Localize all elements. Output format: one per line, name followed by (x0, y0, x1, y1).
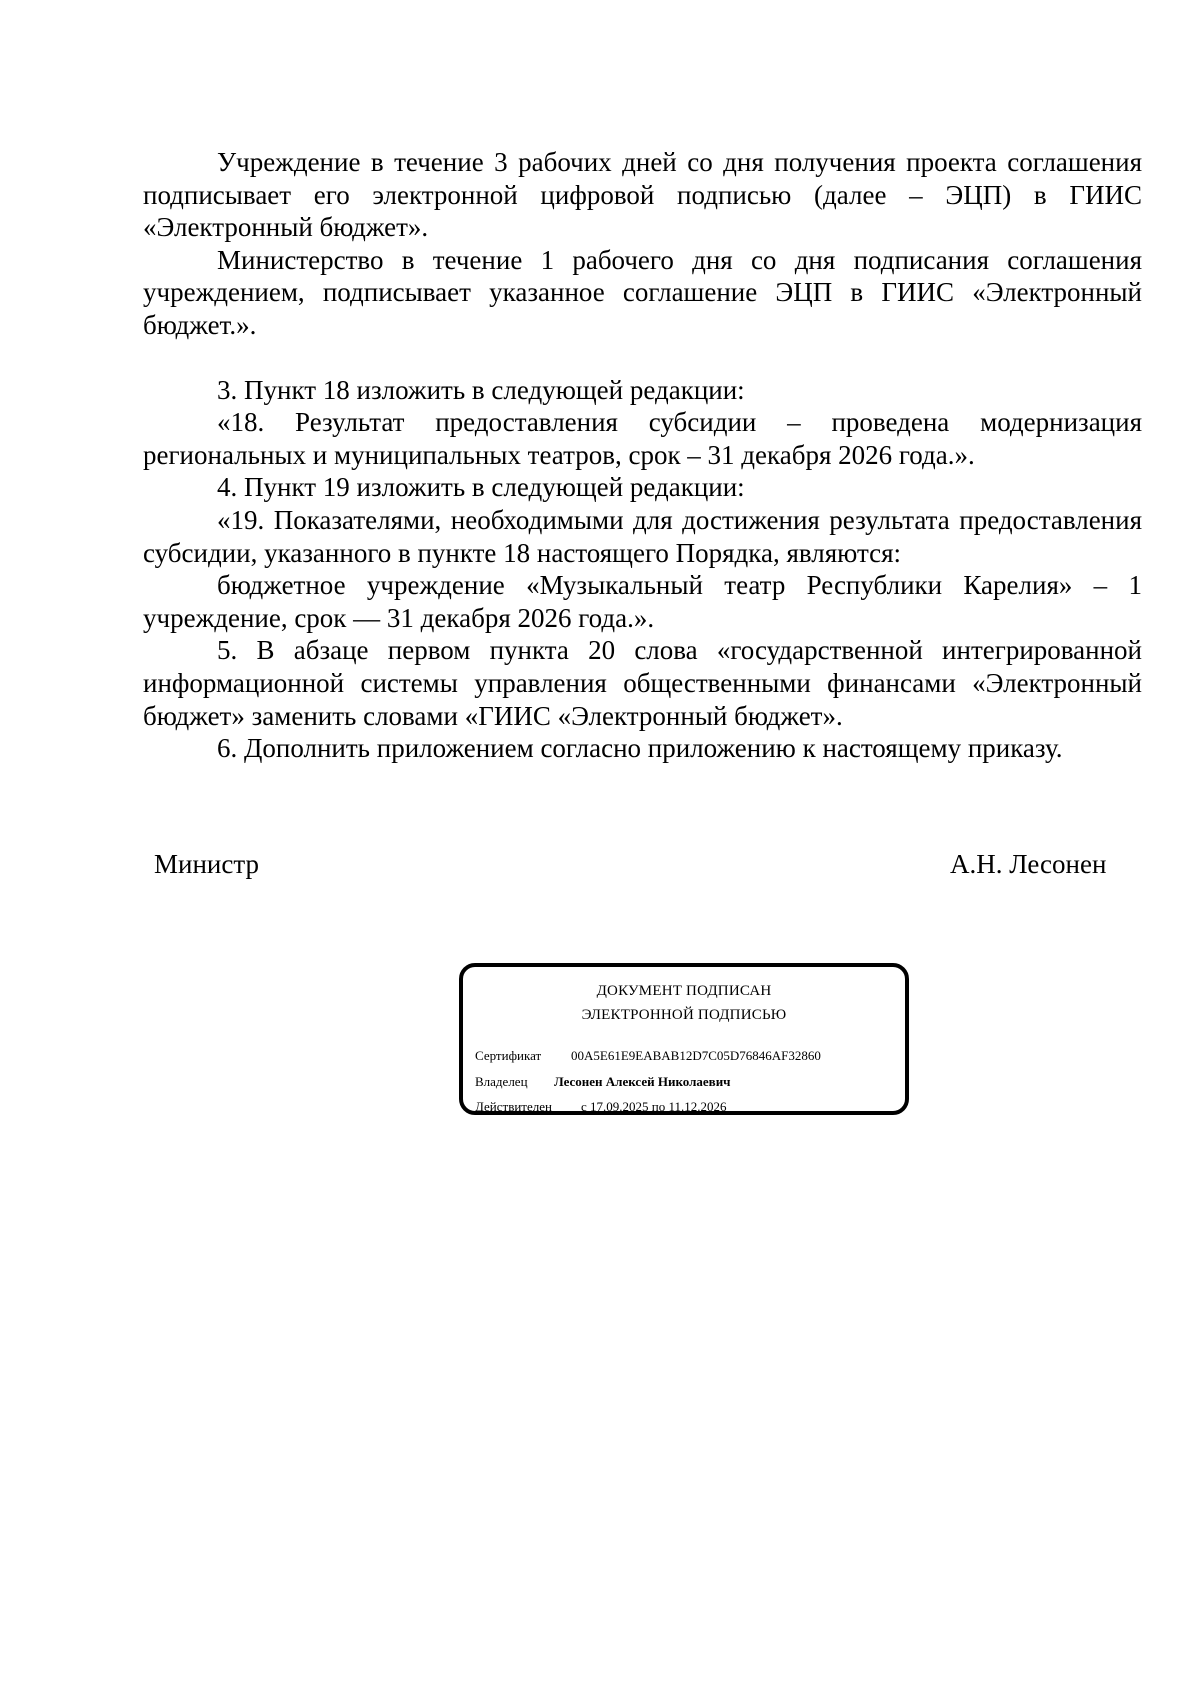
electronic-signature-stamp (459, 963, 909, 1115)
owner-label: Владелец (475, 1074, 528, 1089)
document-body (143, 146, 1142, 765)
certificate-value: 00A5E61E9EABAB12D7C05D76846AF32860 (571, 1048, 821, 1063)
stamp-certificate-row (475, 1048, 821, 1064)
validity-value: с 17.09.2025 по 11.12.2026 (581, 1099, 727, 1114)
certificate-label: Сертификат (475, 1048, 542, 1063)
paragraph-item-4: 4. Пункт 19 изложить в следующей редакции: (217, 472, 745, 503)
paragraph-ministry-signing: Министерство в течение 1 рабочего дня со дня подписания соглашения учреждением, подписывает указанное соглашение ЭЦП в ГИИС «Электронный бюджет.». (143, 244, 1142, 340)
stamp-heading (463, 979, 905, 1027)
paragraph-indicator: бюджетное учреждение «Музыкальный театр Республики Карелия» – 1 учреждение, срок — 31 декабря 2026 года.». (143, 570, 1142, 633)
paragraph-institution-signing: Учреждение в течение 3 рабочих дней со дня получения проекта соглашения подписывает его электронной цифровой подписью (далее – ЭЦП) в ГИИС «Электронный бюджет». (143, 147, 1142, 243)
stamp-heading-line-1: ДОКУМЕНТ ПОДПИСАН (596, 983, 772, 999)
signatory-name: А.Н. Лесонен (950, 849, 1107, 879)
stamp-validity-row (475, 1099, 727, 1115)
paragraph-item-3: 3. Пункт 18 изложить в следующей редакции: (217, 374, 745, 405)
validity-label: Действителен (475, 1099, 552, 1114)
paragraph-item-19-text: «19. Показателями, необходимыми для достижения результата предоставления субсидии, указанного в пункте 18 настоящего Порядка, являются: (143, 504, 1142, 568)
paragraph-item-6: 6. Дополнить приложением согласно приложению к настоящему приказу. (217, 733, 1063, 764)
stamp-heading-line-2: ЭЛЕКТРОННОЙ ПОДПИСЬЮ (581, 1007, 787, 1023)
paragraph-item-18-text: «18. Результат предоставления субсидии – проведена модернизация региональных и муниципальных театров, срок – 31 декабря 2026 года.». (143, 407, 1142, 470)
paragraph-item-5: 5. В абзаце первом пункта 20 слова «государственной интегрированной информационной системы управления общественными финансами «Электронный бюджет» заменить словами «ГИИС «Электронный бюджет». (143, 635, 1142, 731)
signatory-title: Министр (154, 849, 259, 879)
stamp-owner-row (475, 1074, 731, 1090)
owner-value: Лесонен Алексей Николаевич (554, 1074, 731, 1089)
